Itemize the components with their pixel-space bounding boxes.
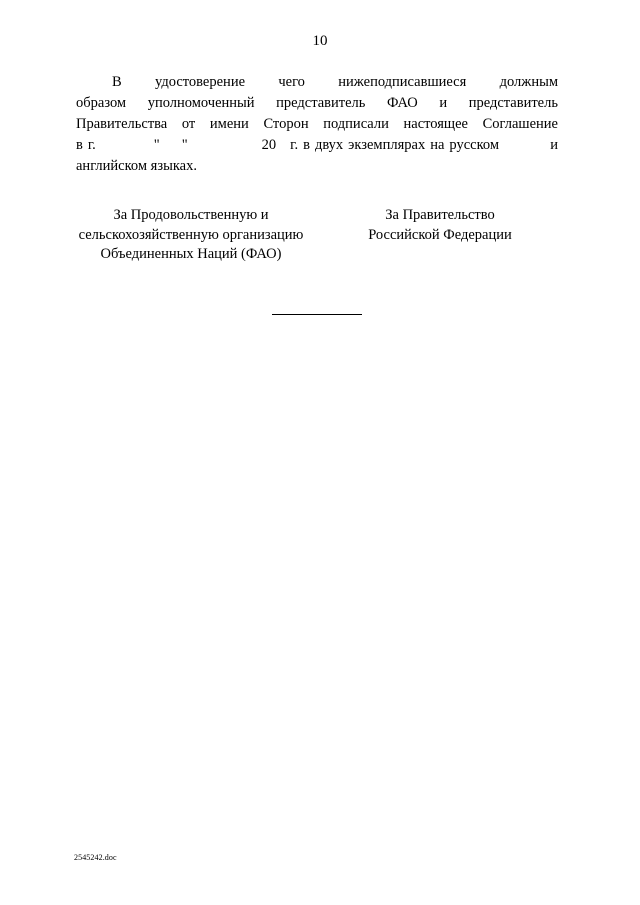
- paragraph-line-3: [76, 114, 558, 135]
- word: нижеподписавшиеся: [338, 74, 467, 90]
- word: в: [76, 137, 83, 153]
- signature-line: За Правительство: [385, 207, 495, 223]
- word: удостоверение: [155, 74, 246, 90]
- word: подписали: [323, 116, 389, 132]
- word: в: [303, 137, 310, 153]
- word: представитель: [276, 95, 366, 111]
- paragraph-line-4: [76, 135, 558, 156]
- word: г.: [87, 137, 96, 153]
- signature-line: За Продовольственную и: [113, 207, 269, 223]
- word: настоящее: [403, 116, 468, 132]
- word: на: [430, 137, 445, 153]
- paragraph-line-1: [76, 72, 558, 93]
- end-of-document-rule: [272, 314, 362, 315]
- word: чего: [278, 74, 305, 90]
- page-number: 10: [312, 33, 328, 49]
- word: двух: [314, 137, 344, 153]
- word: образом: [76, 95, 127, 111]
- word: Сторон: [263, 116, 309, 132]
- signature-line: Объединенных Наций (ФАО): [100, 246, 282, 262]
- signature-line: Российской Федерации: [368, 226, 512, 243]
- paragraph-tail: английском языках.: [76, 158, 197, 174]
- word: от: [181, 116, 196, 132]
- word: представитель: [468, 95, 558, 111]
- word: ФАО: [386, 95, 418, 111]
- footer-filename: 2545242.doc: [74, 853, 117, 862]
- closing-paragraph: [76, 72, 558, 177]
- signature-line: сельскохозяйственную организацию: [78, 226, 304, 243]
- year-prefix: 20: [261, 137, 277, 153]
- word: имени: [209, 116, 249, 132]
- word: и: [439, 95, 448, 111]
- date-quote-open: ": [153, 137, 160, 153]
- word: экземплярах: [348, 137, 426, 153]
- date-quote-close: ": [181, 137, 188, 153]
- word: г.: [290, 137, 299, 153]
- word: Правительства: [76, 116, 168, 132]
- signature-block-fao: [66, 206, 316, 265]
- paragraph-line-2: [76, 93, 558, 114]
- word: русском: [449, 137, 500, 153]
- word: должным: [499, 74, 558, 90]
- word: уполномоченный: [147, 95, 255, 111]
- word: В: [112, 74, 122, 90]
- paragraph-line-5: [76, 156, 558, 177]
- word: Соглашение: [482, 116, 558, 132]
- signature-block-government: [330, 206, 550, 245]
- word: и: [550, 137, 558, 153]
